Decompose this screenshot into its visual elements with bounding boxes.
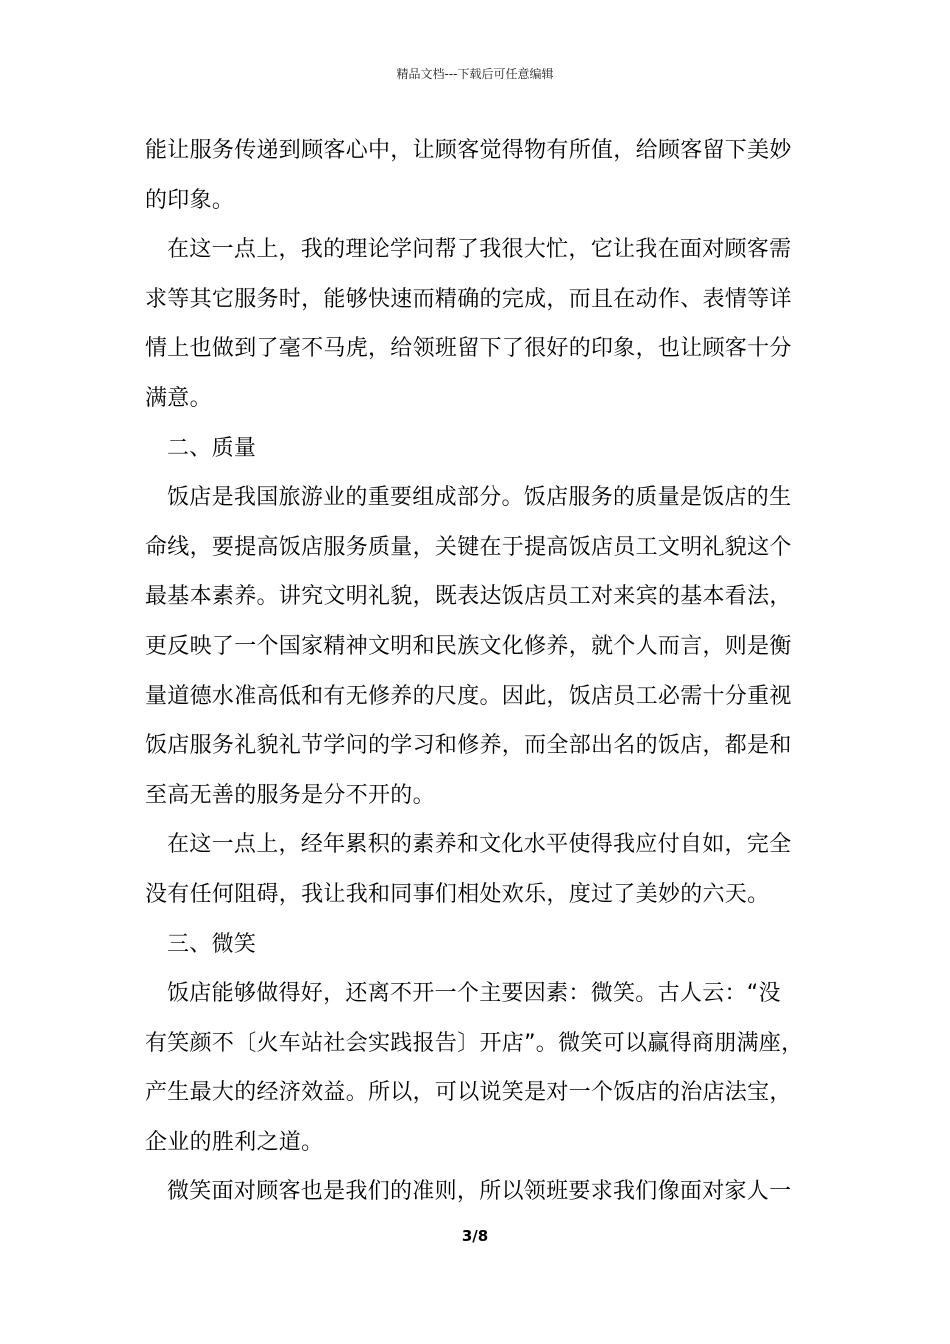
text-line: 饭店能够做得好，还离不开一个主要因素：微笑。古人云：“没 [167,981,781,1007]
text-line: 情上也做到了毫不马虎，给领班留下了很好的印象，也让顾客十分 [145,336,792,362]
text-line: 的印象。 [145,187,235,213]
page-separator: / [472,1227,478,1245]
page-header [0,66,950,82]
text-line: 二、质量 [167,435,257,461]
text-line: 满意。 [145,385,212,411]
text-line: 产生最大的经济效益。所以，可以说笑是对一个饭店的治店法宝， [145,1080,792,1106]
page-total: 8 [477,1227,489,1245]
text-line: 至高无善的服务是分不开的。 [145,782,435,808]
page-number [0,1226,950,1246]
text-line: 三、微笑 [167,931,257,957]
page-current: 3 [461,1227,473,1245]
text-line: 在这一点上，经年累积的素养和文化水平使得我应付自如，完全 [167,832,792,858]
text-line: 企业的胜利之道。 [145,1129,324,1155]
text-line: 有笑颜不〔火车站社会实践报告〕开店”。微笑可以赢得商朋满座， [145,1030,804,1056]
document-body [145,126,810,1217]
text-line: 命线，要提高饭店服务质量，关键在于提高饭店员工文明礼貌这个 [145,534,792,560]
text-line: 没有任何阻碍，我让我和同事们相处欢乐，度过了美妙的六天。 [145,881,770,907]
text-line: 求等其它服务时，能够快速而精确的完成，而且在动作、表情等详 [145,286,792,312]
text-line: 量道德水准高低和有无修养的尺度。因此，饭店员工必需十分重视 [145,683,792,709]
text-line: 微笑面对顾客也是我们的准则，所以领班要求我们像面对家人一 [167,1179,792,1205]
text-line: 饭店服务礼貌礼节学问的学习和修养，而全部出名的饭店，都是和 [145,733,792,759]
text-line: 更反映了一个国家精神文明和民族文化修养，就个人而言，则是衡 [145,633,792,659]
text-line: 饭店是我国旅游业的重要组成部分。饭店服务的质量是饭店的生 [167,485,792,511]
text-line: 在这一点上，我的理论学问帮了我很大忙，它让我在面对顾客需 [167,237,792,263]
text-line: 最基本素养。讲究文明礼貌，既表达饭店员工对来宾的基本看法， [145,584,792,610]
header-text: 精品文档---下载后可任意编辑 [396,67,554,81]
text-line: 能让服务传递到顾客心中，让顾客觉得物有所值，给顾客留下美妙 [145,138,792,163]
